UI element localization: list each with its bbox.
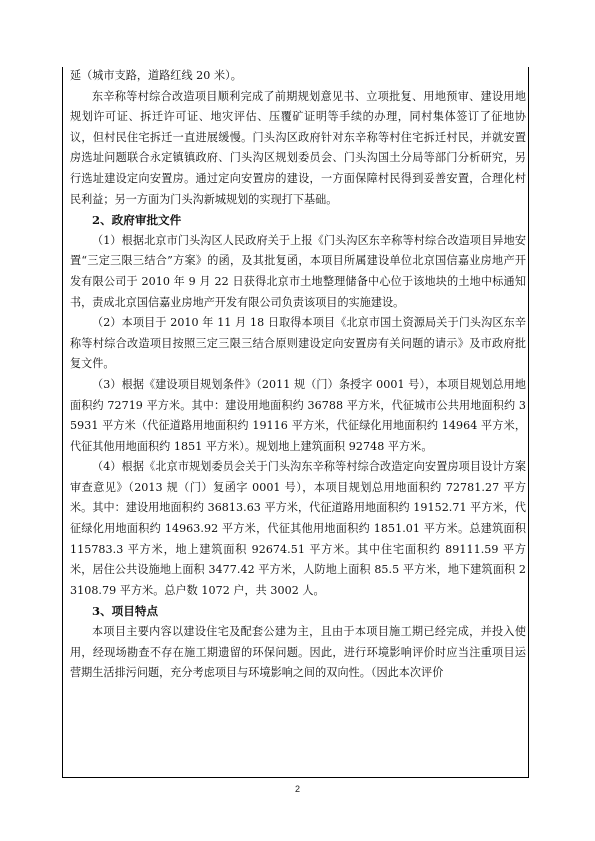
features-paragraph: 本项目主要内容以建设住宅及配套公建为主，且由于本项目施工期已经完成，并投入使用，经现场勘查不存在施工期遗留的环保问题。因此，进行环境影响评价时应当注重项目运营期生活排污问题，充分考虑项目与环境影响之间的双向性。（因此本次评价 <box>70 625 526 680</box>
continuation-text: 延（城市支路，道路红线 20 米）。 <box>70 69 242 82</box>
approval-item-2: （2）本项目于 2010 年 11 月 18 日取得本项目《北京市国土资源局关于门头沟区东辛称等村综合改造项目按照三定三限三结合原则建设定向安置房有关问题的请示》及市政府批复文件。 <box>70 316 526 371</box>
page-number: 2 <box>294 784 300 794</box>
approval-item-1: （1）根据北京市门头沟区人民政府关于上报《门头沟区东辛称等村综合改造项目异地安置“三定三限三结合”方案》的函，及其批复函，本项目所属建设单位北京国信嘉业房地产开发有限公司于 2010 年 9 月 22 日获得北京市土地整理储备中心位于该地块的土地中标通知书，责成北京国信嘉业房地产开发有限公司负责该项目的实施建设。 <box>70 233 526 309</box>
approval-item-3: （3）根据《建设项目规划条件》（2011 规（门）条授字 0001 号），本项目规划总用地面积约 72719 平方米。其中：建设用地面积约 36788 平方米，代征城市公共用地面积约 35931 平方米（代征道路用地面积约 19116 平方米，代征绿化用地面积约 14964 平方米，代征其他用地面积约 1851 平方米）。规划地上建筑面积 92748 平方米。 <box>70 377 526 453</box>
document-body <box>70 66 526 684</box>
background-paragraph: 东辛称等村综合改造项目顺利完成了前期规划意见书、立项批复、用地预审、建设用地规划许可证、拆迁许可证、地灾评估、压覆矿证明等手续的办理，同村集体签订了征地协议，但村民住宅拆迁一直进展缓慢。门头沟区政府针对东辛称等村住宅拆迁村民，并就安置房选址问题联合永定镇镇政府、门头沟区规划委员会、门头沟国土分局等部门分析研究，另行选址建设定向安置房。通过定向安置房的建设，一方面保障村民得到妥善安置，合理化村民利益；另一方面为门头沟新城规划的实现打下基础。 <box>70 89 526 206</box>
approval-item-4: （4）根据《北京市规划委员会关于门头沟东辛称等村综合改造定向安置房项目设计方案审查意见》（2013 规（门）复函字 0001 号），本项目规划总用地面积约 72781.27 平方米。其中：建设用地面积约 36813.63 平方米，代征道路用地面积约 19152.71 平方米，代征绿化用地面积约 14963.92 平方米，代征其他用地面积约 1851.01 平方米。总建筑面积 115783.3 平方米，地上建筑面积 92674.51 平方米。其中住宅面积约 89111.59 平方米，居住公共设施地上面积 3477.42 平方米，人防地上面积 85.5 平方米，地下建筑面积 23108.79 平方米。总户数 1072 户，共 3002 人。 <box>70 460 526 597</box>
section-heading-approvals: 2、政府审批文件 <box>92 213 182 228</box>
section-heading-features: 3、项目特点 <box>92 604 159 619</box>
